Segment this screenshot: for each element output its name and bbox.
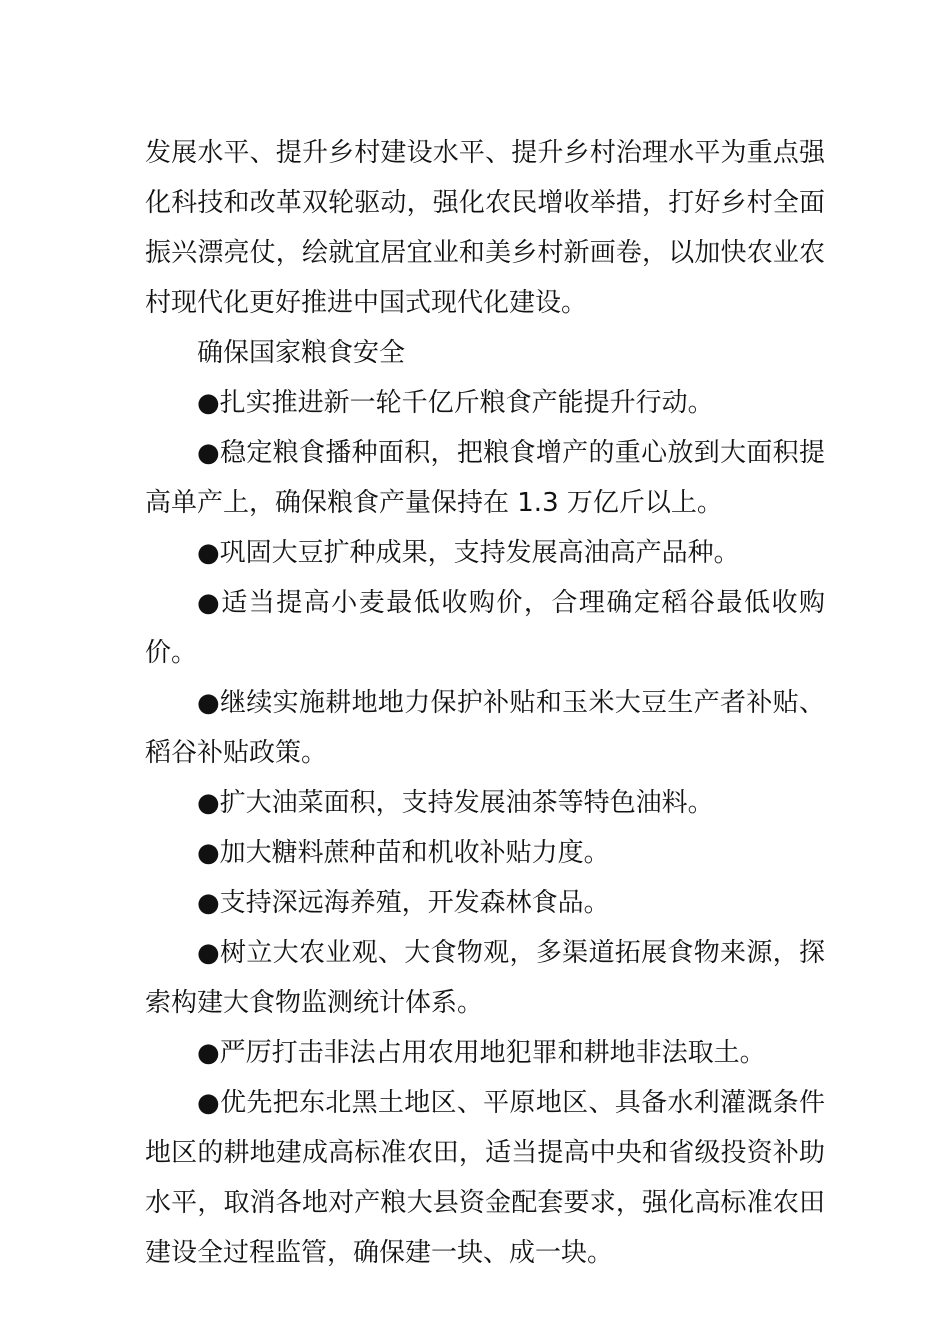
bullet-item: ●稳定粮食播种面积，把粮食增产的重心放到大面积提高单产上，确保粮食产量保持在 1.3 万亿斤以上。 bbox=[145, 438, 825, 518]
bullet-item: ●支持深远海养殖，开发森林食品。 bbox=[197, 888, 610, 918]
bullet-item: ●加大糖料蔗种苗和机收补贴力度。 bbox=[197, 838, 610, 868]
bullet-item: ●巩固大豆扩种成果，支持发展高油高产品种。 bbox=[197, 538, 740, 568]
bullet-item: ●优先把东北黑土地区、平原地区、具备水利灌溉条件地区的耕地建成高标准农田，适当提高中央和省级投资补助水平，取消各地对产粮大县资金配套要求，强化高标准农田建设全过程监管，确保建一块、成一块。 bbox=[145, 1088, 825, 1268]
bullet-item: ●适当提高小麦最低收购价，合理确定稻谷最低收购价。 bbox=[145, 588, 825, 668]
bullet-item: ●树立大农业观、大食物观，多渠道拓展食物来源，探索构建大食物监测统计体系。 bbox=[145, 938, 825, 1018]
document-body bbox=[145, 128, 825, 1278]
bullet-item: ●严厉打击非法占用农用地犯罪和耕地非法取土。 bbox=[197, 1038, 766, 1068]
section-heading-food-security: 确保国家粮食安全 bbox=[197, 338, 406, 368]
bullet-item: ●继续实施耕地地力保护补贴和玉米大豆生产者补贴、稻谷补贴政策。 bbox=[145, 688, 825, 768]
paragraph-intro: 发展水平、提升乡村建设水平、提升乡村治理水平为重点强化科技和改革双轮驱动，强化农民增收举措，打好乡村全面振兴漂亮仗，绘就宜居宜业和美乡村新画卷，以加快农业农村现代化更好推进中国式现代化建设。 bbox=[145, 138, 825, 318]
bullet-item: ●扎实推进新一轮千亿斤粮食产能提升行动。 bbox=[197, 388, 714, 418]
bullet-item: ●扩大油菜面积，支持发展油茶等特色油料。 bbox=[197, 788, 714, 818]
